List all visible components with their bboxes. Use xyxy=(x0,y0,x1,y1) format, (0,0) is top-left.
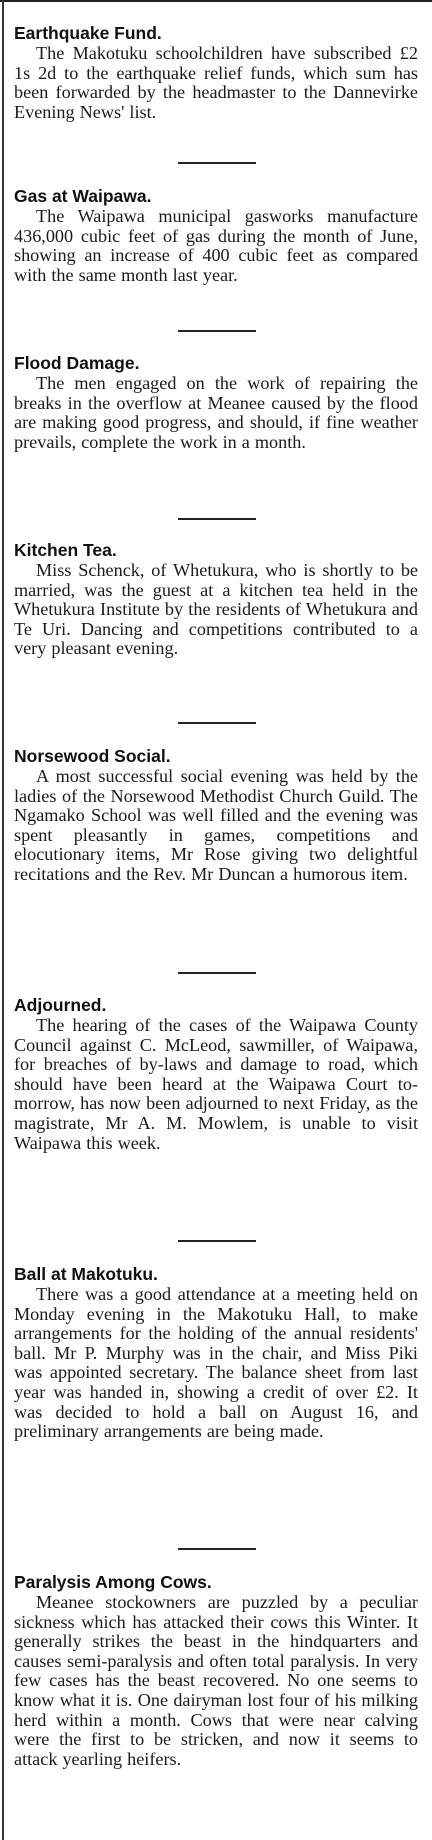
article-headline: Kitchen Tea. xyxy=(14,540,117,560)
article-divider xyxy=(178,330,256,332)
article-headline: Flood Damage. xyxy=(14,353,140,373)
article-paralysis-among-cows xyxy=(14,1571,418,1769)
article-body: Meanee stockowners are puzzled by a peculiar sickness which has attacked their cows this Winter. It generally strikes the beast in the hindquarters and causes semi-paralysis and often total paralysis. In very few cases has the beast recovered. No one seems to know what it is. One dairyman lost four of his milking herd within a month. Cows that were near calving were the first to be stricken, and now it seems to attack yearling heifers. xyxy=(14,1592,418,1769)
article-body: A most successful social evening was held by the ladies of the Norsewood Methodist Church Guild. The Ngamako School was well filled and the evening was spent pleasantly in games, competitions and elocutionary items, Mr Rose giving two delightful recitations and the Rev. Mr Duncan a humorous item. xyxy=(14,766,418,884)
article-headline: Ball at Makotuku. xyxy=(14,1264,158,1284)
article-ball-at-makotuku xyxy=(14,1263,418,1442)
article-adjourned xyxy=(14,994,418,1153)
article-divider xyxy=(178,972,256,974)
article-norsewood-social xyxy=(14,745,418,885)
article-body: There was a good attendance at a meeting held on Monday evening in the Makotuku Hall, to make arrangements for the holding of the annual residents' ball. Mr P. Murphy was in the chair, and Miss Piki was appointed secretary. The balance sheet from last year was handed in, showing a credit of over £2. It was decided to hold a ball on August 16, and preliminary arrangements are being made. xyxy=(14,1284,418,1442)
article-body: Miss Schenck, of Whetukura, who is shortly to be married, was the guest at a kitchen tea held in the Whetukura Institute by the residents of Whetukura and Te Uri. Dancing and competitions contributed to a very pleasant evening. xyxy=(14,560,418,659)
article-kitchen-tea xyxy=(14,539,418,659)
article-headline: Earthquake Fund. xyxy=(14,23,162,43)
article-divider xyxy=(178,162,256,164)
article-headline: Norsewood Social. xyxy=(14,746,171,766)
article-body: The hearing of the cases of the Waipawa County Council against C. McLeod, sawmiller, of Waipawa, for breaches of by-laws and damage to road, which should have been heard at the Waipawa Court to-morrow, has now been adjourned to next Friday, as the magistrate, Mr A. M. Mowlem, is unable to visit Waipawa this week. xyxy=(14,1015,418,1153)
article-divider xyxy=(178,518,256,520)
article-headline: Adjourned. xyxy=(14,995,107,1015)
article-flood-damage xyxy=(14,352,418,452)
article-headline: Paralysis Among Cows. xyxy=(14,1572,212,1592)
article-body: The Makotuku schoolchildren have subscribed £2 1s 2d to the earthquake relief funds, which sum has been forwarded by the headmaster to the Dannevirke Evening News' list. xyxy=(14,43,418,122)
column-rule xyxy=(2,0,4,1840)
article-body: The men engaged on the work of repairing the breaks in the overflow at Meanee caused by the flood are making good progress, and should, if fine weather prevails, complete the work in a month. xyxy=(14,373,418,452)
article-headline: Gas at Waipawa. xyxy=(14,186,152,206)
article-divider xyxy=(178,1240,256,1242)
article-gas-at-waipawa xyxy=(14,185,418,285)
article-body: The Waipawa municipal gasworks manufacture 436,000 cubic feet of gas during the month of June, showing an increase of 400 cubic feet as compared with the same month last year. xyxy=(14,206,418,285)
top-rule xyxy=(0,0,432,6)
article-divider xyxy=(178,722,256,724)
article-divider xyxy=(178,1548,256,1550)
article-earthquake-fund xyxy=(14,22,418,122)
